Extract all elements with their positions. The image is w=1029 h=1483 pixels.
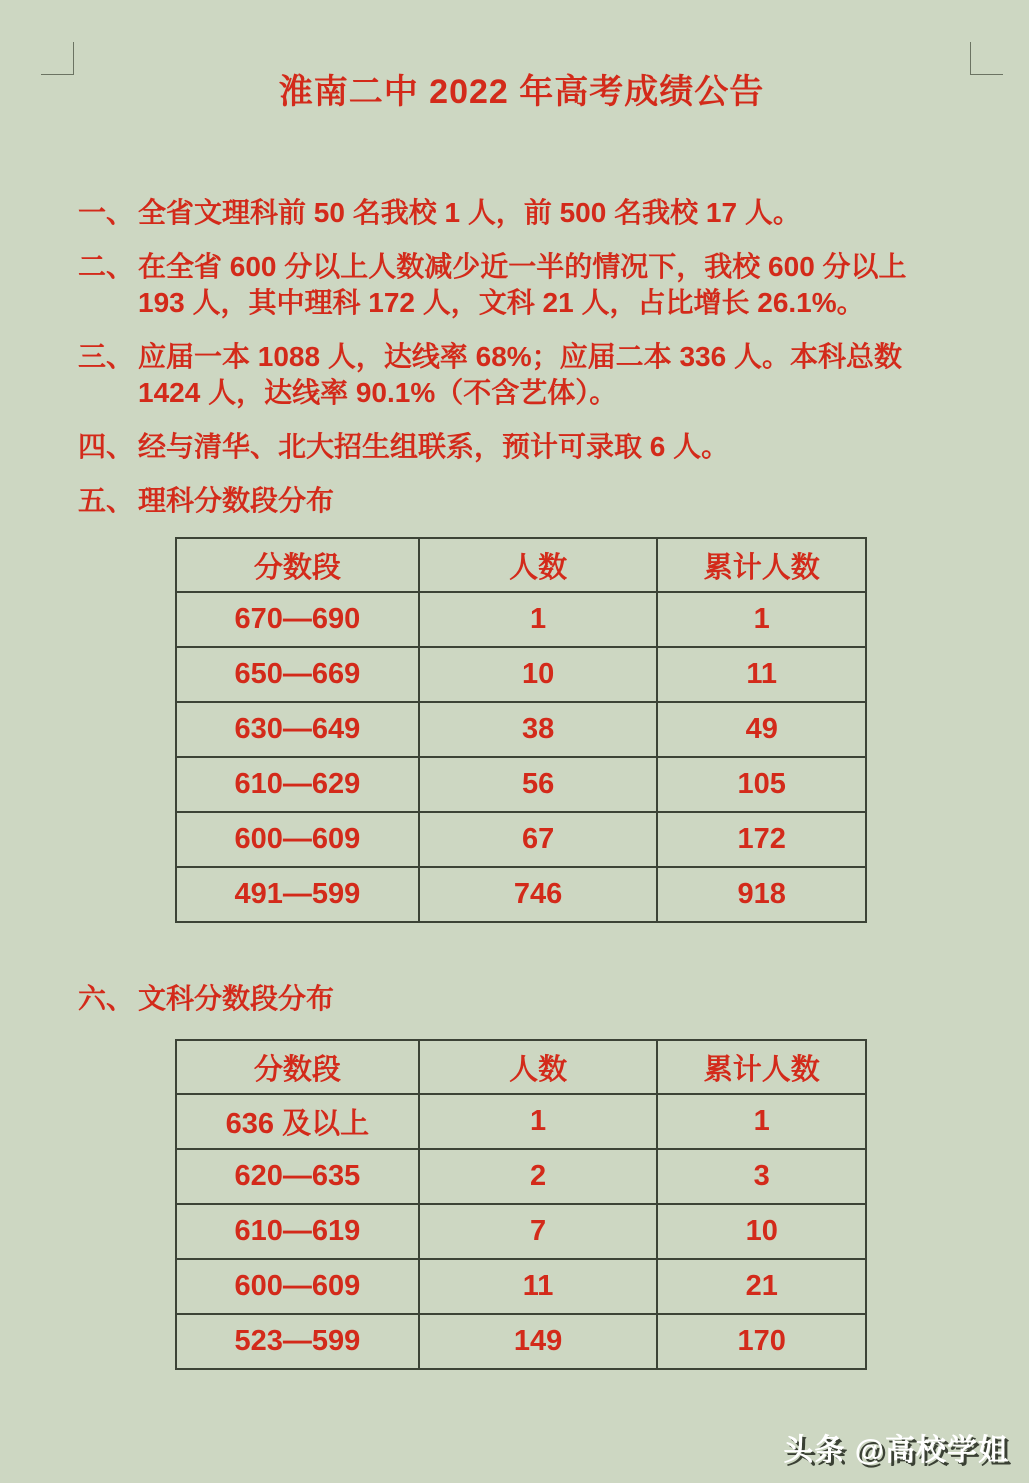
item-number: 二、 (78, 251, 135, 282)
item-number: 三、 (78, 341, 135, 372)
table-row (176, 812, 866, 867)
item-text-line: 193 人，其中理科 172 人，文科 21 人，占比增长 26.1%。 (138, 287, 865, 318)
table-cell: 746 (419, 867, 658, 922)
table-header-cell: 分数段 (176, 1040, 419, 1094)
item-text-line: 应届一本 1088 人，达线率 68%；应届二本 336 人。本科总数 (138, 341, 902, 372)
item-number: 四、 (78, 431, 135, 462)
table-cell: 1 (419, 1094, 658, 1149)
table-header-cell: 分数段 (176, 538, 419, 592)
crop-mark-top-left-icon (41, 42, 74, 75)
item-text-line: 经与清华、北大招生组联系，预计可录取 6 人。 (138, 431, 730, 462)
notice-item-3 (78, 339, 965, 411)
table-cell: 11 (419, 1259, 658, 1314)
table-cell: 620—635 (176, 1149, 419, 1204)
table-cell: 1 (657, 592, 866, 647)
table-cell: 600—609 (176, 1259, 419, 1314)
crop-mark-top-right-icon (970, 42, 1003, 75)
table-cell: 38 (419, 702, 658, 757)
table-cell: 56 (419, 757, 658, 812)
table-cell: 610—629 (176, 757, 419, 812)
table-cell: 10 (657, 1204, 866, 1259)
notice-item-5-science-heading (78, 483, 965, 519)
table-cell: 149 (419, 1314, 658, 1369)
table-cell: 670—690 (176, 592, 419, 647)
item-text-line: 全省文理科前 50 名我校 1 人，前 500 名我校 17 人。 (138, 197, 801, 228)
table-row (176, 757, 866, 812)
table-cell: 1 (419, 592, 658, 647)
table-row (176, 1204, 866, 1259)
table-cell: 491—599 (176, 867, 419, 922)
watermark: 头条 @高校学姐 (783, 1434, 1009, 1467)
table-cell: 2 (419, 1149, 658, 1204)
table-row (176, 867, 866, 922)
liberal-arts-score-table (175, 1039, 867, 1370)
item-text-line: 文科分数段分布 (138, 983, 335, 1014)
table-cell: 105 (657, 757, 866, 812)
table-row (176, 647, 866, 702)
table-header-row (176, 1040, 866, 1094)
table-cell: 523—599 (176, 1314, 419, 1369)
table-cell: 630—649 (176, 702, 419, 757)
table-cell: 170 (657, 1314, 866, 1369)
table-cell: 21 (657, 1259, 866, 1314)
item-text-line: 在全省 600 分以上人数减少近一半的情况下，我校 600 分以上 (138, 251, 907, 282)
table-header-cell: 人数 (419, 538, 658, 592)
table-cell: 600—609 (176, 812, 419, 867)
table-row (176, 592, 866, 647)
table-cell: 650—669 (176, 647, 419, 702)
table-row (176, 1259, 866, 1314)
notice-item-6-liberal-arts-heading (78, 981, 965, 1017)
table-cell: 11 (657, 647, 866, 702)
table-cell: 610—619 (176, 1204, 419, 1259)
table-cell: 172 (657, 812, 866, 867)
item-number: 六、 (78, 983, 135, 1014)
science-score-table (175, 537, 867, 923)
table-header-cell: 累计人数 (657, 538, 866, 592)
table-cell: 636 及以上 (176, 1094, 419, 1149)
table-header-cell: 人数 (419, 1040, 658, 1094)
table-header-row (176, 538, 866, 592)
table-cell: 918 (657, 867, 866, 922)
item-text-line: 1424 人，达线率 90.1%（不含艺体）。 (138, 377, 618, 408)
table-cell: 10 (419, 647, 658, 702)
table-cell: 49 (657, 702, 866, 757)
table-cell: 3 (657, 1149, 866, 1204)
notice-item-1 (78, 195, 965, 231)
table-row (176, 1149, 866, 1204)
table-header-cell: 累计人数 (657, 1040, 866, 1094)
table-cell: 67 (419, 812, 658, 867)
page-title: 淮南二中 2022 年高考成绩公告 (278, 73, 765, 111)
item-text-line: 理科分数段分布 (138, 485, 335, 516)
notice-item-2 (78, 249, 965, 321)
table-row (176, 1094, 866, 1149)
notice-item-4 (78, 429, 965, 465)
table-row (176, 1314, 866, 1369)
table-row (176, 702, 866, 757)
item-number: 五、 (78, 485, 135, 516)
item-number: 一、 (78, 197, 135, 228)
table-cell: 7 (419, 1204, 658, 1259)
table-cell: 1 (657, 1094, 866, 1149)
